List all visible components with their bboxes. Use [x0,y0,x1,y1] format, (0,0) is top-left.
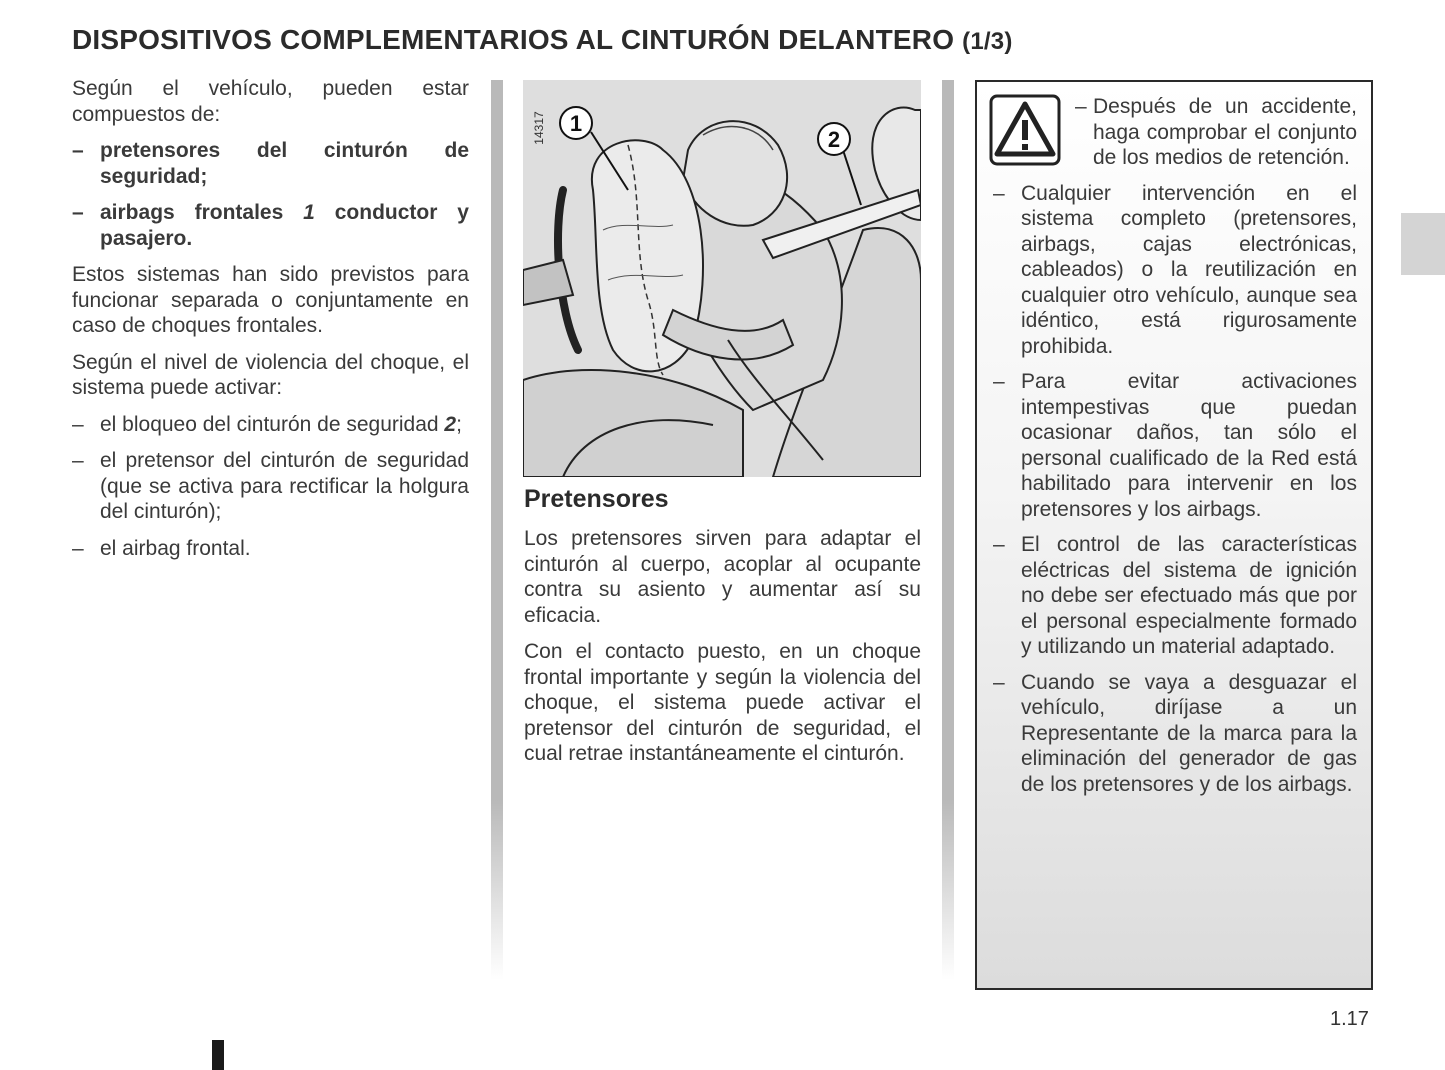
airbag-drawing [523,80,921,477]
page-number: 1.17 [1330,1008,1369,1030]
airbag-illustration [523,80,921,477]
page-part: (1/3) [962,28,1013,55]
list-item: – el airbag frontal. [72,536,251,560]
paragraph: Con el contacto puesto, en un choque frontal importante y según la violencia del choque, el sistema puede activar el pretensor del cinturón de seguridad, el cual retrae instantáneamente el cinturón. [524,640,921,765]
callout-2: 2 [827,127,841,152]
page-title: DISPOSITIVOS COMPLEMENTARIOS AL CINTURÓN DELANTERO (1/3) [72,24,1013,55]
warning-box [975,80,1373,990]
paragraph: Según el nivel de violencia del choque, el sistema puede activar: [72,350,469,399]
chapter-tab [1401,213,1445,275]
figure-reference: 14317 [532,111,546,145]
callout-1: 1 [569,111,583,136]
warning-item: – Para evitar activaciones intempestivas que puedan ocasionar daños, tan sólo el personal cualificado de la Red está habilitado para intervenir en los pretensores y los airbags. [993,370,1357,521]
paragraph: Los pretensores sirven para adaptar el cinturón al cuerpo, acoplar al ocupante contra su asiento y aumentar así su eficacia. [524,527,921,627]
warning-item: – Cuando se vaya a desguazar el vehículo, diríjase a un Representante de la marca para la eliminación del generador de gas de los pretensores y de los airbags. [993,670,1357,796]
column-separator [491,80,503,980]
list-item: – el bloqueo del cinturón de seguridad 2; [72,412,462,436]
page-marker [212,1040,224,1070]
section-heading: Pretensores [524,485,669,513]
list-item: – pretensores del cinturón de seguridad; [72,139,469,188]
warning-item: – Después de un accidente, haga comprobar el conjunto de los medios de retención. [1075,95,1357,169]
column-separator [942,80,954,980]
middle-column [524,484,921,778]
left-column [72,76,469,572]
list-item: – airbags frontales 1 conductor y pasajero. [72,201,469,250]
warning-item: – El control de las características eléctricas del sistema de ignición no debe ser efectuado más que por el personal especialmente formado y utilizando un material adaptado. [993,533,1357,658]
intro-paragraph: Según el vehículo, pueden estar compuestos de: [72,77,469,126]
list-item: – el pretensor del cinturón de seguridad (que se activa para rectificar la holgura del cinturón); [72,449,469,523]
warning-text [993,94,1357,807]
warning-item: – Cualquier intervención en el sistema completo (pretensores, airbags, cajas electrónicas, cableados) o la reutilización en cualquier otro vehículo, aunque sea idéntico, está rigurosamente prohibida. [993,181,1357,358]
paragraph: Estos sistemas han sido previstos para funcionar separada o conjuntamente en caso de choques frontales. [72,263,469,337]
